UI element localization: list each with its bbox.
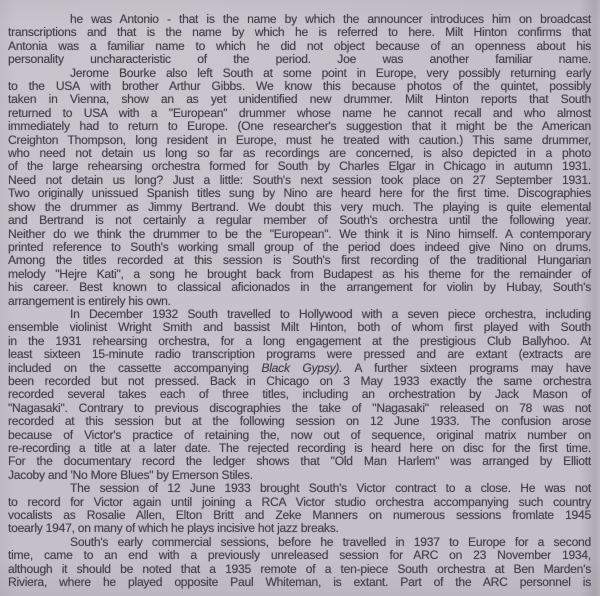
paragraph <box>8 536 591 590</box>
paragraph <box>8 308 591 482</box>
text-line: recorded several takes each of three titles, including an orchestration by Jack Mason of <box>8 387 591 402</box>
text-line: personality uncharacteristic of the period. Joe was another familiar name. <box>8 52 591 67</box>
text-line: melody "Hejre Kati", a song he brought back from Budapest as his theme for the remainder of <box>8 266 591 281</box>
text-line: re-recording a title at a later date. The rejected recording is heard here on disc for the first time. <box>8 441 591 455</box>
text-line: who need not detain us long so far as recordings are concerned, is also depicted in a photo <box>8 146 591 161</box>
paragraph <box>8 67 591 308</box>
text-line: For the documentary record the ledger shows that "Old Man Harlem" was arranged by Elliott <box>8 454 591 469</box>
text-line: to the USA with brother Arthur Gibbs. We know this because photos of the quintet, possibly <box>8 79 591 94</box>
text-line: printed reference to South's working small group of the period does indeed give Nino on drums. <box>8 239 591 254</box>
text-line: he was Antonio - that is the name by which the announcer introduces him on broadcast <box>70 12 591 26</box>
text-line: Among the titles recorded at this session is South's first recording of the traditional Hungarian <box>8 253 591 268</box>
text-line: Riviera, where he played opposite Paul Whiteman, is extant. Part of the ARC personnel is <box>8 575 591 590</box>
text-line: vocalists as Rosalie Allen, Elton Britt and Zeke Manners on numerous sessions fromlate 1945 <box>8 508 591 523</box>
text-line: "Nagasaki". Contrary to previous discographies the take of "Nagasaki" released on 78 was not <box>8 400 591 415</box>
text-segment: included on the cassette accompanying <box>8 360 262 375</box>
text-line: although it should be noted that a 1935 remote of a ten-piece South orchestra at Ben Marden's <box>8 561 591 576</box>
text-line: returned to USA with a "European" drummer whose name he cannot recall and who almost <box>8 105 591 120</box>
text-line: Need not detain us long? Just a little: South's next session took place on 27 September 1931. <box>8 172 591 187</box>
text-line <box>8 362 591 375</box>
text-line: because of Victor's practice of retaining the, now out of sequence, original matrix number on <box>8 427 591 442</box>
text-line: ensemble violinist Wright Smith and bassist Milt Hinton, both of whom first played with South <box>8 320 591 335</box>
paragraph <box>8 13 591 67</box>
text-line: been recorded but not pressed. Back in Chicago on 3 May 1933 exactly the same orchestra <box>8 373 591 388</box>
text-line: least sixteen 15-minute radio transcription programs were pressed and are extant (extracts are <box>8 347 591 362</box>
text-line: Antonia was a familiar name to which he did not object because of an openness about his <box>8 38 591 53</box>
text-segment: A further sixteen programs may have <box>342 360 591 375</box>
text-line: his career. Best known to classical aficionados in the arrangement for violin by Hubay, South's <box>8 280 591 295</box>
text-line: in the 1931 rehearsing orchestra, for a long engagement at the prestigious Club Ballyhoo. At <box>8 333 591 348</box>
text-line: Neither do we think the drummer to be the "European". We think it is Nino himself. A contemporary <box>8 226 591 241</box>
text-line: time, came to an end with a previously unreleased session for ARC on 23 November 1934, <box>8 548 591 563</box>
text-line: The session of 12 June 1933 brought South's Victor contract to a close. He was not <box>70 481 591 496</box>
text-line: Jerome Bourke also left South at some point in Europe, very possibly returning early <box>70 65 591 80</box>
text-line: and Bertrand is not certainly a regular member of South's orchestra until the following year. <box>8 213 591 228</box>
text-line: of the large rehearsing orchestra formed for South by Charles Elgar in Chicago in autumn 1931. <box>8 159 591 174</box>
italic-title-text: Black Gypsy). <box>261 360 343 375</box>
text-line: arrangement is entirely his own. <box>8 293 171 308</box>
text-line: recorded at this session but at the following session on 12 June 1933. The confusion arose <box>8 414 591 429</box>
text-line: Two originally unissued Spanish titles sung by Nino are heard here for the first time. Discographies <box>8 186 591 201</box>
text-line: Creighton Thompson, long resident in Europe, must he treated with caution.) This same drummer, <box>8 132 591 147</box>
liner-notes-text <box>8 13 591 589</box>
text-line: transcriptions and that is the name by which he is referred to here. Milt Hinton confirms that <box>8 25 591 40</box>
text-line: Jacoby and 'No More Blues" by Emerson Stiles. <box>8 467 253 482</box>
text-line: toearly 1947, on many of which he plays incisive hot jazz breaks. <box>8 521 339 536</box>
text-line: immediately had to return to Europe. (One researcher's suggestion that it might be the American <box>8 119 591 134</box>
text-line: to record for Victor again until joining a RCA Victor studio orchestra accompanying such country <box>8 494 591 509</box>
paragraph <box>8 482 591 536</box>
text-line: South's early commercial sessions, before he travelled in 1937 to Europe for a second <box>70 534 591 549</box>
text-line: taken in Vienna, show an as yet unidentified new drummer. Milt Hinton reports that South <box>8 92 591 107</box>
text-line: In December 1932 South travelled to Hollywood with a seven piece orchestra, including <box>70 306 591 321</box>
text-line: show the drummer as Jimmy Bertrand. We doubt this very much. The playing is quite elemental <box>8 199 591 214</box>
